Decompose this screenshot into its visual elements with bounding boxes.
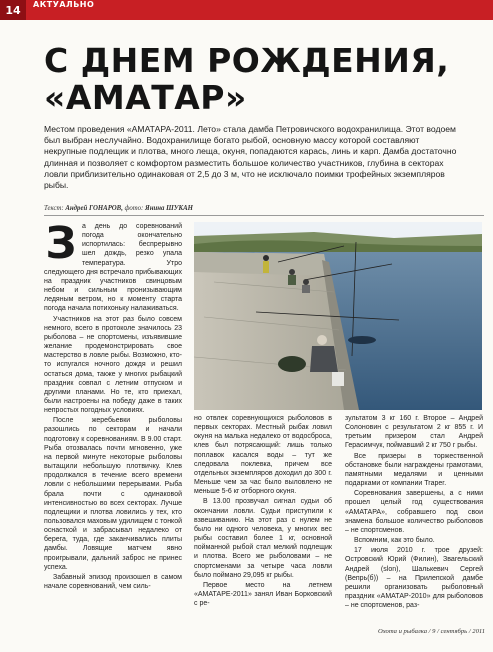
article-column-2 — [194, 414, 332, 614]
paragraph-text: а день до соревнований погода окончательно испортилась: беспрерывно шел дождь, резко упала температура. Утро следующего дня встречало прибывающих на праздник участников свинцовым небом и сильным пронизывающим ледяным ветром, но к моменту старта погода начала потихоньку налаживаться. — [44, 223, 182, 313]
credits-text-label: Текст: — [44, 205, 64, 212]
article-paragraph: Вспомним, как это было. — [354, 537, 435, 545]
article-paragraph: После жеребьевки рыболовы разошлись по секторам и начали подготовку к соревнованиям. В 9.00 старт. Рыба отозвалась почти мгновенно, уже на первой минуте некоторые рыболовы вытащили небольшую плотвичку. Клев продолжался в течение всего времени ловли с небольшими перерывами. Рыба брала почти с одинаковой интенсивностью во всех секторах. Лучше подлещики и плотва ловились у тех, кто пользовался маховым удилищем с тонкой оснасткой и забрасывал недалеко от берега, туда, где заканчивались плиты дамбы. Ловящие матчем явно проигрывали, дальний заброс не принес успеха. — [44, 417, 182, 571]
article-paragraph: 17 июля 2010 г. трое друзей: Островский Юрий (Филин), Звагельский Андрей (slon), Шалькевич Сергей (Вепрь(б)) – на Прилепской дамбе решили организовать рыболовный праздник «АМАТАР-2010» для рыболовов – не спортсменов, раз- — [345, 547, 483, 610]
article-credits — [44, 204, 464, 213]
drop-cap: З — [45, 218, 77, 269]
credits-photographer: Янина ШУКАН — [145, 205, 193, 212]
article-title — [44, 42, 484, 116]
article-paragraph: зультатом 3 кг 160 г. Второе – Андрей Солоновин с результатом 2 кг 855 г. И третьим призером стал Андрей Герасимчук, поймавший 2 кг 750 г рыбы. — [345, 415, 483, 450]
credits-author: Андрей ГОНАРОВ, — [65, 205, 123, 212]
article-title-line-1: С ДНЕМ РОЖДЕНИЯ, — [44, 41, 450, 80]
article-paragraph: Все призеры в торжественной обстановке были награждены грамотами, памятными медалями и ценными подарками от компании Traper. — [345, 452, 483, 488]
footer-issue-number: 9 — [432, 628, 436, 635]
article-paragraph: Соревнования завершены, а с ними прошел целый год существования «АМАТАРА», собравшего под свои знамена большое количество рыболовов – не спортсменов. — [345, 490, 483, 534]
credits-photo-label: фото: — [124, 205, 144, 212]
article-paragraph: но отвлек соревнующихся рыболовов в первых секторах. Местный рыбак ловил окуня на малька недалеко от водосброса, клев был потрясающий: лишь только поплавок касался воды – тут же следовала поклевка, причем все отдельных экземпляров доходил до 300 г. Меньше чем за час было выловлено не меньше 5-6 кг отборного окуня. — [194, 415, 332, 496]
article-paragraph: Первое место на летнем «АМАТАРЕ-2011» занял Иван Борковский с ре- — [194, 581, 332, 608]
footer-magazine-name: Охота и рыбалка — [378, 628, 428, 635]
section-header-bar — [0, 0, 493, 20]
article-column-1 — [44, 218, 182, 622]
page-number: 14 — [0, 0, 26, 20]
article-lead: Местом проведения «АМАТАРА-2011. Лето» стала дамба Петровичского водохранилища. Этот водоем был выбран неслучайно. Водохранилище богато рыбой, основную массу которой составляют некрупные подлещик и плотва, много леща, окуня, попадаются карась, линь и карп. Дамба достаточно длинная и позволяет с комфортом разместить большое количество участников, глубина в секторах ловли приблизительно одинаковая от 2,5 до 3 м, что не исключало поимки трофейных экземпляров рыбы. — [44, 124, 457, 191]
article-paragraph: Забавный эпизод произошел в самом начале соревнований, чем силь- — [44, 573, 182, 591]
page-footer: Охота и рыбалка / 9 / сентябрь / 2011 — [378, 628, 485, 635]
title-divider — [44, 215, 484, 216]
article-paragraph: Участников на этот раз было совсем немного, всего в протоколе значилось 23 рыболова – не спортсмены, изъявившие желание продемонстрировать свое мастерство в ловле рыбы. Возможно, кто-то испугался ночного дождя и решил остаться дома, также у многих рыбацкий праздник совпал с летним отпуском и другими планами. Но те, кто приехал, были настроены на победу даже в таких непростых погодных условиях. — [44, 315, 182, 415]
article-paragraph — [44, 218, 182, 314]
fishing-dam-photo — [194, 222, 482, 410]
article-paragraph: В 13.00 прозвучал сигнал судьи об окончании ловли. Судьи приступили к взвешиванию. На этот раз с нулем не было ни одного человека, у многих вес рыбы составил более 1 кг, основной пойманной рыбой стал мелкий подлещик и плотва. Всего же рыболовами – не спортсменами за четыре часа ловли было поймано 29,095 кг рыбы. — [194, 498, 332, 579]
footer-month-year: сентябрь / 2011 — [440, 628, 485, 635]
article-column-3 — [345, 414, 483, 614]
article-title-line-2: «АМАТАР» — [44, 78, 247, 117]
section-label: АКТУАЛЬНО — [33, 0, 95, 9]
